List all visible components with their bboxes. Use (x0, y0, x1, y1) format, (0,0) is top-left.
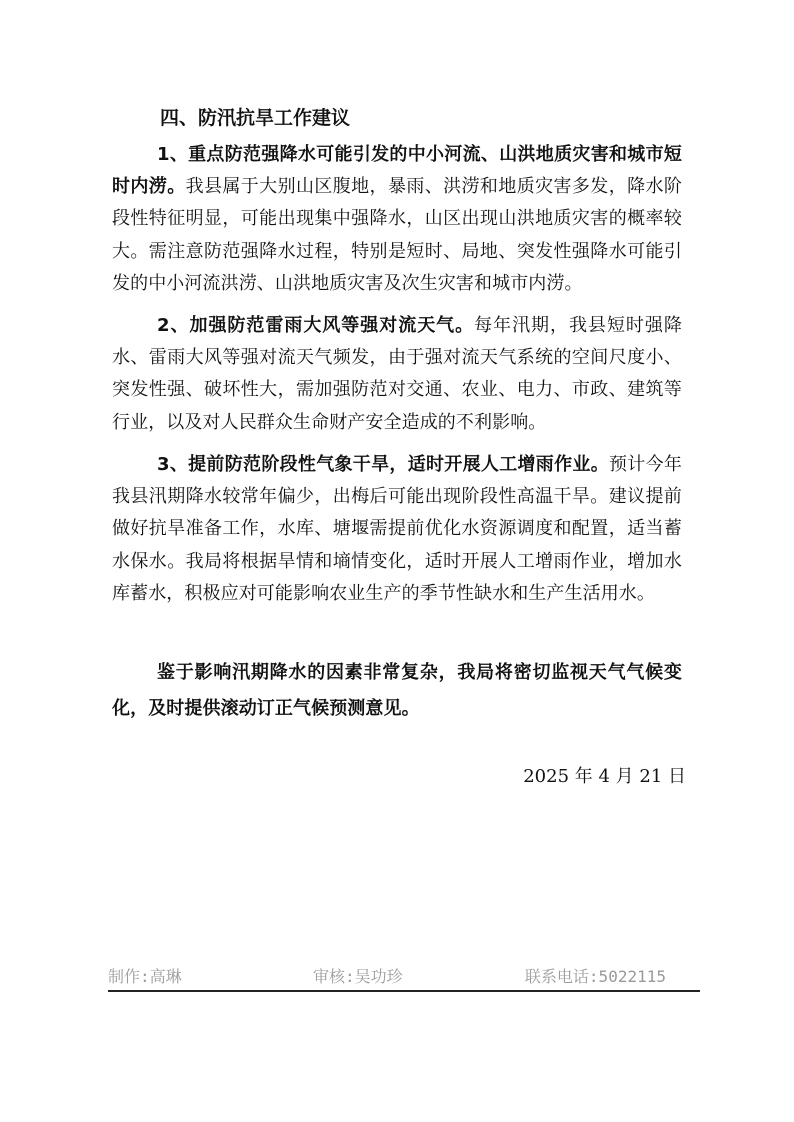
footer-phone: 联系电话:5022115 (524, 967, 666, 986)
closing-paragraph: 鉴于影响汛期降水的因素非常复杂，我局将密切监视天气气候变化，及时提供滚动订正气候预测意见。 (112, 662, 682, 719)
suggestion-2-title: 2、加强防范雷雨大风等强对流天气。 (157, 315, 475, 336)
suggestion-1-body: 我县属于大别山区腹地，暴雨、洪涝和地质灾害多发，降水阶段性特征明显，可能出现集中强降水，山区出现山洪地质灾害的概率较大。需注意防范强降水过程，特别是短时、局地、突发性强降水可能引发的中小河流洪涝、山洪地质灾害及次生灾害和城市内涝。 (112, 176, 682, 294)
footer-maker: 制作:高琳 (108, 967, 182, 986)
footer-reviewer: 审核:吴功珍 (313, 967, 403, 986)
suggestion-2-body: 每年汛期，我县短时强降水、雷雨大风等强对流天气频发，由于强对流天气系统的空间尺度小、突发性强、破坏性大，需加强防范对交通、农业、电力、市政、建筑等行业，以及对人民群众生命财产安全造成的不利影响。 (112, 315, 682, 433)
suggestion-paragraph-1 (112, 139, 682, 300)
section-heading: 四、防汛抗旱工作建议 (160, 107, 351, 129)
suggestion-3-body: 预计今年我县汛期降水较常年偏少，出梅后可能出现阶段性高温干旱。建议提前做好抗旱准备工作，水库、塘堰需提前优化水资源调度和配置，适当蓄水保水。我局将根据旱情和墒情变化，适时开展人工增雨作业，增加水库蓄水，积极应对可能影响农业生产的季节性缺水和生产生活用水。 (112, 454, 682, 604)
suggestion-paragraph-2 (112, 310, 682, 439)
suggestion-paragraph-3 (112, 449, 682, 610)
footer (108, 962, 698, 990)
footer-divider (108, 990, 700, 992)
suggestion-3-title: 3、提前防范阶段性气象干旱，适时开展人工增雨作业。 (157, 454, 609, 475)
suggestion-1-title: 1、重点防范强降水可能引发的中小河流、山洪地质灾害和城市短时内涝。 (112, 144, 682, 198)
document-date: 2025 年 4 月 21 日 (523, 766, 686, 787)
